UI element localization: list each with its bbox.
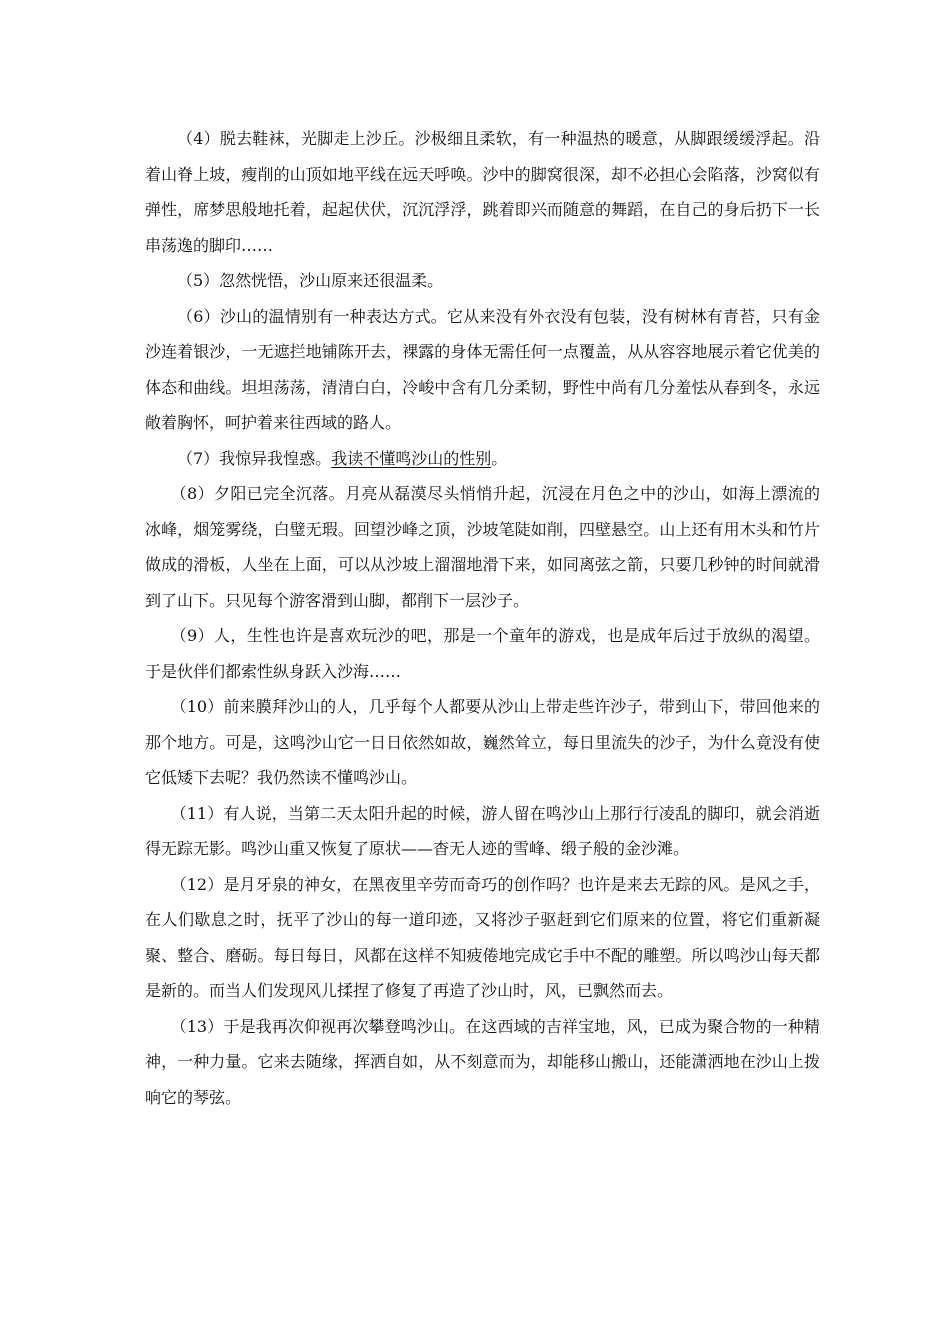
- paragraph-13: （13）于是我再次仰视再次攀登鸣沙山。在这西域的吉祥宝地，风，已成为聚合物的一种精神，一种力量。它来去随缘，挥洒自如，从不刻意而为，却能移山搬山，还能潇洒地在沙山上拨响它的琴弦。: [145, 1016, 820, 1107]
- paragraph-8: （8）夕阳已完全沉落。月亮从磊漠尽头悄悄升起，沉浸在月色之中的沙山，如海上漂流的冰峰，烟笼雾绕，白璧无瑕。回望沙峰之顶，沙坡笔陡如削，四壁悬空。山上还有用木头和竹片做成的滑板，人坐在上面，可以从沙坡上溜溜地滑下来，如同离弦之箭，只要几秒钟的时间就滑到了山下。只见每个游客滑到山脚，都削下一层沙子。: [145, 484, 820, 610]
- paragraph-12: （12）是月牙泉的神女，在黑夜里辛劳而奇巧的创作吗？也许是来去无踪的风。是风之手，在人们歇息之时，抚平了沙山的每一道印迹，又将沙子驱赶到它们原来的位置，将它们重新凝聚、整合、磨砺。每日每日，风都在这样不知疲倦地完成它手中不配的雕塑。所以鸣沙山每天都是新的。而当人们发现风儿揉捏了修复了再造了沙山时，风，已飘然而去。: [145, 874, 820, 1000]
- paragraph-10: （10）前来膜拜沙山的人，几乎每个人都要从沙山上带走些许沙子，带到山下，带回他来的那个地方。可是，这鸣沙山它一日日依然如故，巍然耸立，每日里流失的沙子，为什么竟没有使它低矮下去呢？我仍然读不懂鸣沙山。: [145, 697, 820, 787]
- paragraph-7-suffix: 。: [491, 448, 508, 468]
- paragraph-5: （5）忽然恍悟，沙山原来还很温柔。: [177, 271, 444, 290]
- paragraph-7: [145, 441, 820, 477]
- paragraph-7-prefix: （7）我惊异我惶惑。: [177, 448, 332, 468]
- underlined-sentence: 我读不懂鸣沙山的性别: [331, 448, 492, 468]
- paragraph-4: （4）脱去鞋袜，光脚走上沙丘。沙极细且柔软，有一种温热的暖意，从脚跟缓缓浮起。沿着山脊上坡，瘦削的山顶如地平线在远天呼唤。沙中的脚窝很深，却不必担心会陷落，沙窝似有弹性，席梦思般地托着，起起伏伏，沉沉浮浮，跳着即兴而随意的舞蹈，在自己的身后扔下一长串荡逸的脚印……: [145, 129, 820, 255]
- paragraph-6: （6）沙山的温情别有一种表达方式。它从来没有外衣没有包装，没有树林有青苔，只有金沙连着银沙，一无遮拦地铺陈开去，裸露的身体无需任何一点覆盖，从从容容地展示着它优美的体态和曲线。坦坦荡荡，清清白白，冷峻中含有几分柔韧，野性中尚有几分羞怯从春到冬，永远敞着胸怀，呵护着来往西域的路人。: [145, 306, 820, 432]
- paragraph-11: （11）有人说，当第二天太阳升起的时候，游人留在鸣沙山上那行行凌乱的脚印，就会消逝得无踪无影。鸣沙山重又恢复了原状——杳无人迹的雪峰、缎子般的金沙滩。: [145, 803, 820, 858]
- paragraph-9: （9）人，生性也许是喜欢玩沙的吧，那是一个童年的游戏，也是成年后过于放纵的渴望。于是伙伴们都索性纵身跃入沙海……: [145, 626, 820, 681]
- document-body: [145, 121, 820, 1115]
